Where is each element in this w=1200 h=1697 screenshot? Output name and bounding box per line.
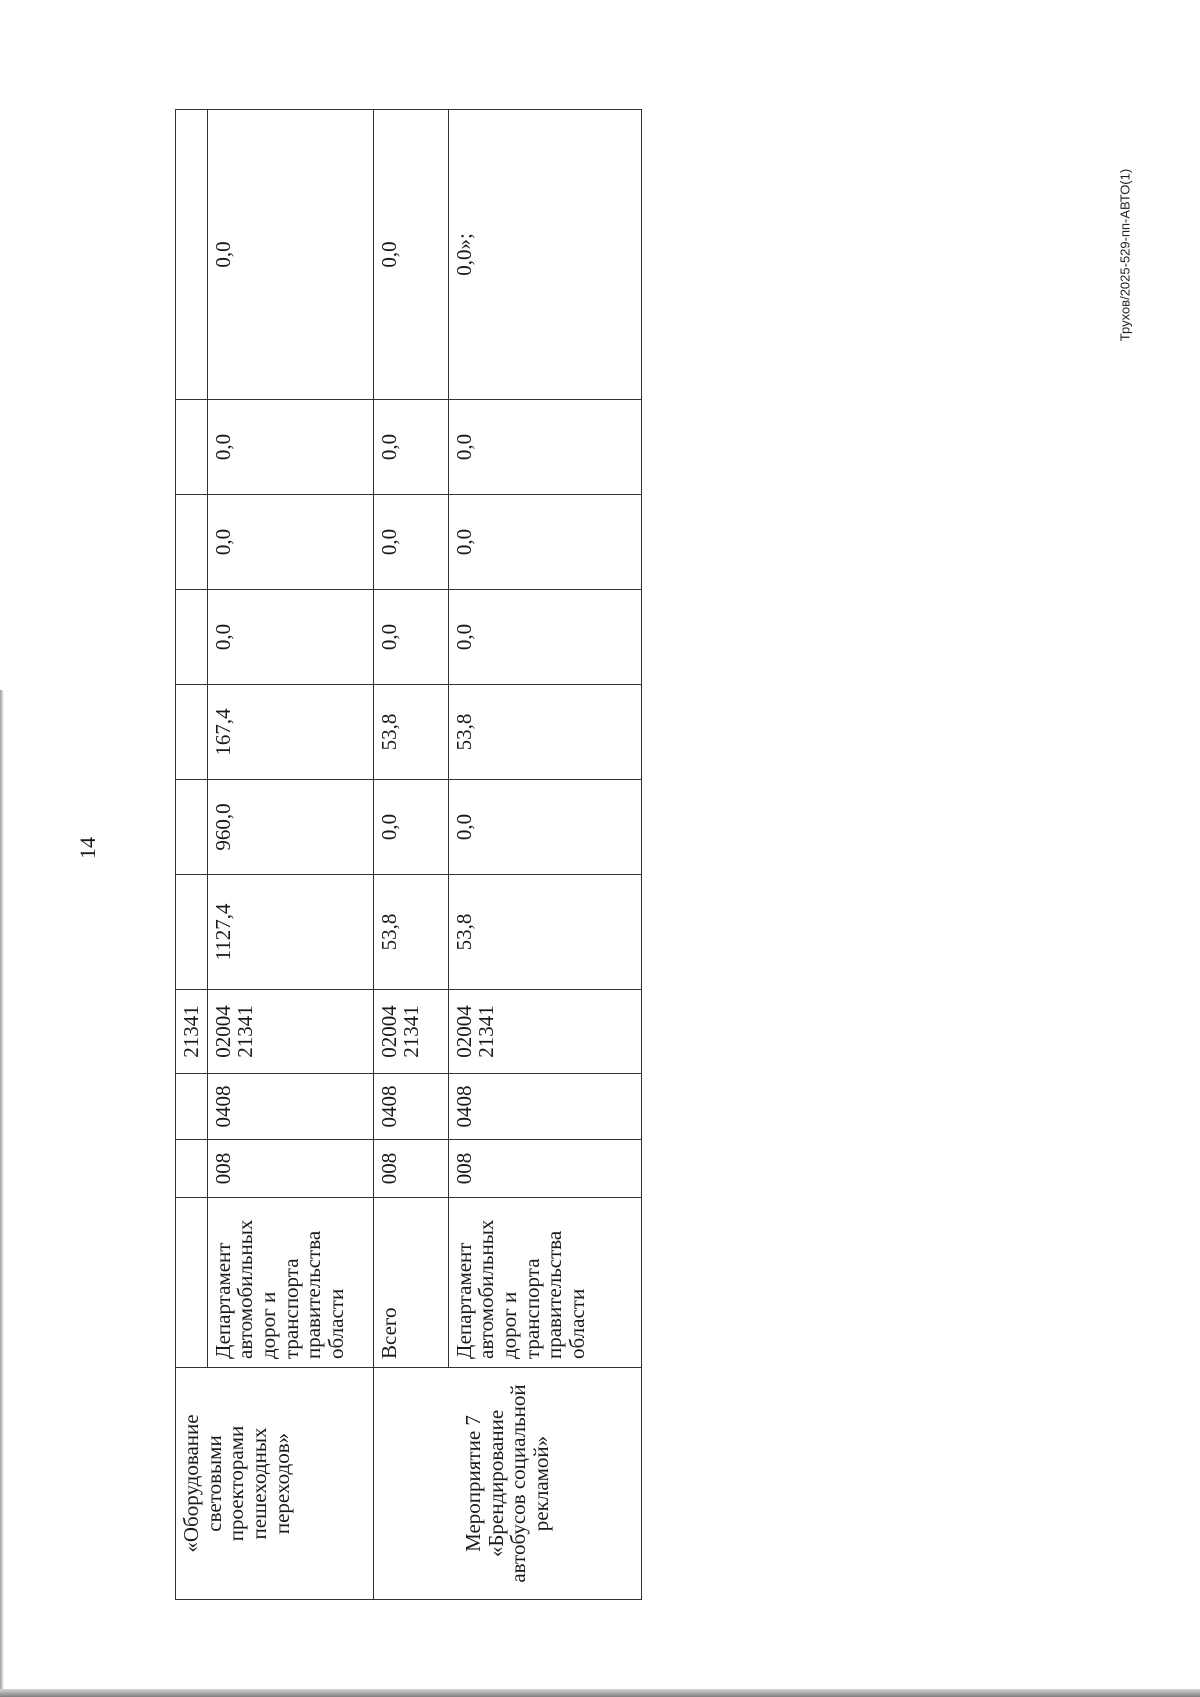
value: 0,0	[376, 528, 401, 556]
value: 0,0	[376, 623, 401, 651]
page-number: 14	[75, 837, 100, 859]
value-cell	[448, 685, 641, 780]
value-cell	[373, 590, 448, 685]
value-cell	[176, 780, 208, 875]
value-cell	[207, 780, 373, 875]
value: 53,8	[376, 713, 401, 751]
value-cell	[207, 400, 373, 495]
value-cell	[373, 685, 448, 780]
value-cell	[176, 590, 208, 685]
value-cell	[448, 110, 641, 400]
value-cell	[176, 685, 208, 780]
value-cell	[448, 590, 641, 685]
value-cell	[373, 875, 448, 990]
executor-cell	[373, 1198, 448, 1368]
value-cell	[176, 400, 208, 495]
grbs-code: 008	[210, 1152, 235, 1185]
value-cell	[176, 875, 208, 990]
value: 167,4	[210, 708, 235, 756]
value: 0,0	[376, 813, 401, 841]
table-row	[176, 110, 208, 1600]
activity-title-cell	[176, 1368, 374, 1600]
rotated-table-wrapper	[175, 110, 635, 1600]
value-cell	[448, 400, 641, 495]
value: 0,0	[210, 241, 235, 268]
grbs-cell	[176, 1140, 208, 1198]
value-cell	[207, 590, 373, 685]
value-cell	[176, 495, 208, 590]
executor-cell	[207, 1198, 373, 1368]
target-code: 21341	[179, 1005, 203, 1058]
value-cell	[373, 110, 448, 400]
value: 0,0	[451, 813, 476, 841]
value-total: 53,8	[451, 913, 476, 951]
value-cell	[207, 110, 373, 400]
target-code-cell	[176, 990, 208, 1074]
value: 0,0	[451, 433, 476, 461]
value: 0,0	[210, 623, 235, 651]
value-cell	[448, 780, 641, 875]
target-code-cell	[207, 990, 373, 1074]
target-code-cell	[448, 990, 641, 1074]
scan-edge-left	[0, 690, 4, 1690]
value: 0,0	[451, 528, 476, 556]
value: 0,0»;	[451, 233, 476, 276]
target-code: 02004 21341	[376, 1005, 424, 1058]
value: 960,0	[210, 803, 235, 851]
value-cell	[448, 875, 641, 990]
value: 0,0	[376, 433, 401, 461]
budget-table	[175, 109, 642, 1600]
value-cell	[207, 685, 373, 780]
executor-cell	[176, 1198, 208, 1368]
value: 0,0	[451, 623, 476, 651]
rzpr-code: 0408	[376, 1085, 401, 1128]
rzpr-cell	[373, 1074, 448, 1140]
target-code-cell	[373, 990, 448, 1074]
activity-title: Мероприятие 7 «Брендирование автобусов социальной рекламой»	[460, 1384, 553, 1583]
rzpr-code: 0408	[451, 1085, 476, 1128]
rzpr-cell	[448, 1074, 641, 1140]
value: 0,0	[210, 433, 235, 461]
value: 0,0	[376, 241, 401, 268]
value-cell	[373, 495, 448, 590]
value-cell	[176, 110, 208, 400]
executor-name: Всего	[376, 1307, 401, 1359]
activity-title-cell	[373, 1368, 641, 1600]
target-code: 02004 21341	[451, 1005, 499, 1058]
activity-title: «Оборудование световыми проекторами пешеходных переходов»	[179, 1414, 294, 1553]
executor-name: Департамент автомобильных дорог и транспорта правительства области	[451, 1219, 590, 1359]
grbs-code: 008	[451, 1152, 476, 1185]
grbs-cell	[373, 1140, 448, 1198]
table-row	[373, 110, 448, 1600]
value-cell	[448, 495, 641, 590]
document-footer-code: Трухов/2025-529-пп-АВТО(1)	[1117, 168, 1133, 342]
grbs-code: 008	[376, 1152, 401, 1185]
target-code: 02004 21341	[210, 1005, 258, 1058]
rzpr-code: 0408	[210, 1085, 235, 1128]
value: 53,8	[451, 713, 476, 751]
value-cell	[207, 495, 373, 590]
value-total: 1127,4	[210, 903, 235, 961]
rzpr-cell	[176, 1074, 208, 1140]
executor-name: Департамент автомобильных дорог и транспорта правительства области	[210, 1219, 349, 1359]
executor-cell	[448, 1198, 641, 1368]
rzpr-cell	[207, 1074, 373, 1140]
value-cell	[373, 780, 448, 875]
grbs-cell	[207, 1140, 373, 1198]
value: 0,0	[210, 528, 235, 556]
grbs-cell	[448, 1140, 641, 1198]
scan-edge-bottom	[0, 1689, 1200, 1697]
value-cell	[207, 875, 373, 990]
value-total: 53,8	[376, 913, 401, 951]
value-cell	[373, 400, 448, 495]
